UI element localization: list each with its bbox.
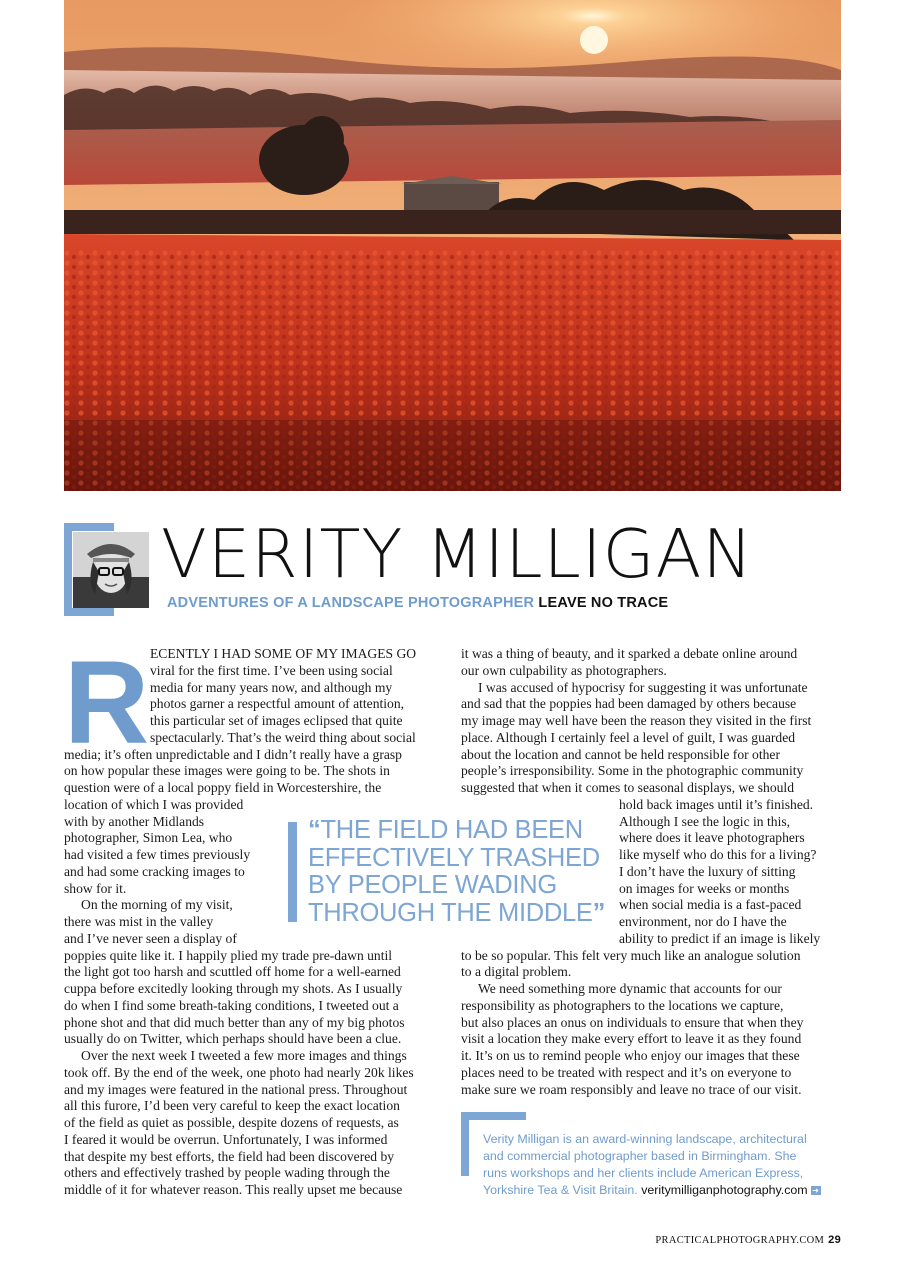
body-line: viral for the first time. I’ve been using social (150, 662, 393, 678)
body-line: like myself who do this for a living? (619, 847, 817, 862)
bio-line: runs workshops and her clients include American Express, (483, 1166, 804, 1180)
body-line: and my images were featured in the national press. Throughout (64, 1081, 408, 1097)
body-line: Over the next week I tweeted a few more images and things (81, 1048, 407, 1063)
arrow-right-icon: ➜ (812, 1186, 819, 1196)
avatar (73, 532, 149, 608)
bio-line: Yorkshire Tea & Visit Britain. (483, 1183, 638, 1197)
subtitle (167, 595, 668, 611)
body-line: show for it. (64, 880, 127, 896)
body-line: that despite my best efforts, the field had been discovered by (64, 1148, 395, 1164)
body-line: suggested that when it comes to seasonal displays, we should (461, 780, 794, 795)
bio-accent-top (461, 1112, 526, 1120)
body-line: question were of a local poppy field in Worcestershire, the (64, 780, 382, 795)
pullquote (308, 817, 605, 927)
body-line: place. Although I certainly feel a level of guilt, I was guarded (461, 729, 796, 745)
body-line: I feared it would be overrun. Unfortunately, I was informed (64, 1131, 388, 1147)
body-line: and had some cracking images to (64, 863, 245, 879)
body-line: took off. By the end of the week, one photo had nearly 20k likes (64, 1064, 414, 1080)
pullquote-line: BY PEOPLE WADING (308, 871, 557, 899)
page-number: 29 (828, 1234, 841, 1246)
body-line: all this furore, I’d been very careful to keep the exact location (64, 1098, 400, 1114)
body-line: do when I find some breath-taking conditions, I tweeted out a (64, 997, 399, 1013)
pullquote-accent-bar (288, 822, 297, 922)
series-label: ADVENTURES OF A LANDSCAPE PHOTOGRAPHER (167, 595, 535, 611)
poppy-field-image (64, 0, 841, 491)
drop-cap: R (64, 637, 150, 769)
body-line: it was a thing of beauty, and it sparked a debate online around (461, 646, 798, 661)
body-line: phone shot and that did much better than any of my big photos (64, 1014, 405, 1030)
body-line: and I’ve never seen a display of (64, 930, 237, 946)
body-line: the light got too harsh and scuttled off home for a well-earned (64, 964, 401, 980)
author-bio (483, 1131, 821, 1199)
body-line: when social media is a fast-paced (619, 897, 802, 913)
body-line: but also places an onus on individuals to ensure that when they (461, 1014, 804, 1030)
pullquote-line: EFFECTIVELY TRASHED (308, 843, 600, 872)
body-line: had visited a few times previously (64, 847, 251, 862)
body-line: usually do on Twitter, which perhaps should have been a clue. (64, 1031, 402, 1047)
body-line: make sure we roam responsibly and leave no trace of our visit. (461, 1081, 802, 1097)
body-line: visit a location they make every effort to leave it as they found (461, 1031, 802, 1047)
body-line: my image may well have been the reason they visited in the first (461, 713, 812, 728)
bio-line: Verity Milligan is an award-winning landscape, architectural (483, 1132, 807, 1146)
body-line: media; it’s often unpredictable and I didn’t really have a grasp (64, 746, 402, 762)
website-link[interactable]: veritymilliganphotography.com (641, 1183, 808, 1197)
body-line: spectacularly. That’s the weird thing about social (150, 729, 416, 745)
body-line: our own culpability as photographers. (461, 662, 667, 678)
body-line: people’s irresponsibility. Some in the photographic community (461, 763, 804, 779)
body-line: media for many years now, and although my (150, 679, 393, 695)
body-line: responsibility as photographers to the locations we capture, (461, 997, 784, 1013)
body-line: ECENTLY I HAD SOME OF MY IMAGES GO (150, 646, 417, 661)
body-line: middle of it for whatever reason. This really upset me because (64, 1182, 403, 1197)
page-title: VERITY MILLIGAN (161, 515, 754, 593)
body-line: environment, nor do I have the (619, 914, 787, 929)
header-accent-top (64, 523, 114, 531)
body-line: I was accused of hypocrisy for suggesting it was unfortunate (478, 679, 808, 695)
body-line: on images for weeks or months (619, 880, 790, 896)
body-line: cuppa before excitedly looking through my shots. As I usually (64, 981, 403, 996)
body-line: there was mist in the valley (64, 914, 214, 929)
body-line: about the location and cannot be held responsible for other (461, 746, 780, 762)
body-line: of the field as quiet as possible, despite dozens of requests, as (64, 1115, 399, 1130)
body-line: where does it leave photographers (619, 830, 805, 846)
open-quote-mark: “ (308, 816, 321, 844)
pullquote-line: THE FIELD HAD BEEN (320, 816, 583, 844)
body-line: Although I see the logic in this, (619, 813, 791, 829)
body-line: this particular set of images eclipsed that quite (150, 713, 403, 728)
body-line: photos garner a respectful amount of attention, (150, 696, 405, 712)
bio-accent-left (461, 1112, 469, 1176)
body-line: to a digital problem. (461, 964, 572, 980)
body-line: places need to be treated with respect and it’s on everyone to (461, 1064, 792, 1080)
body-line: We need something more dynamic that accounts for our (478, 981, 782, 996)
body-line: to be so popular. This felt very much like an analogue solution (461, 947, 801, 963)
body-line: I don’t have the luxury of sitting (619, 863, 796, 879)
body-line: poppies quite like it. I happily plied my trade pre-dawn until (64, 947, 393, 963)
body-line: On the morning of my visit, (81, 897, 233, 913)
close-quote-mark: ” (592, 898, 606, 927)
bio-line: and commercial photographer based in Birmingham. She (483, 1149, 797, 1163)
body-line: photographer, Simon Lea, who (64, 830, 233, 846)
header-accent-bar (64, 523, 72, 616)
body-line: it. It’s on us to remind people who enjoy our images that these (461, 1048, 800, 1063)
header-accent-bottom (64, 608, 114, 616)
hero-photo (64, 0, 841, 491)
body-line: and sad that the poppies had been damaged by others because (461, 696, 797, 712)
body-line: with by another Midlands (64, 813, 205, 829)
page-footer (655, 1234, 841, 1246)
body-line: location of which I was provided (64, 796, 244, 812)
topic-label: LEAVE NO TRACE (538, 595, 669, 611)
footer-site: PRACTICALPHOTOGRAPHY.COM (655, 1235, 825, 1246)
pullquote-line: THROUGH THE MIDDLE (308, 898, 593, 927)
body-line: on how popular these images were going to be. The shots in (64, 763, 390, 779)
body-line: hold back images until it’s finished. (619, 796, 814, 812)
author-portrait (73, 532, 149, 608)
body-line: ability to predict if an image is likely (619, 930, 821, 946)
body-line: others and effectively trashed by people wading through the (64, 1165, 390, 1181)
